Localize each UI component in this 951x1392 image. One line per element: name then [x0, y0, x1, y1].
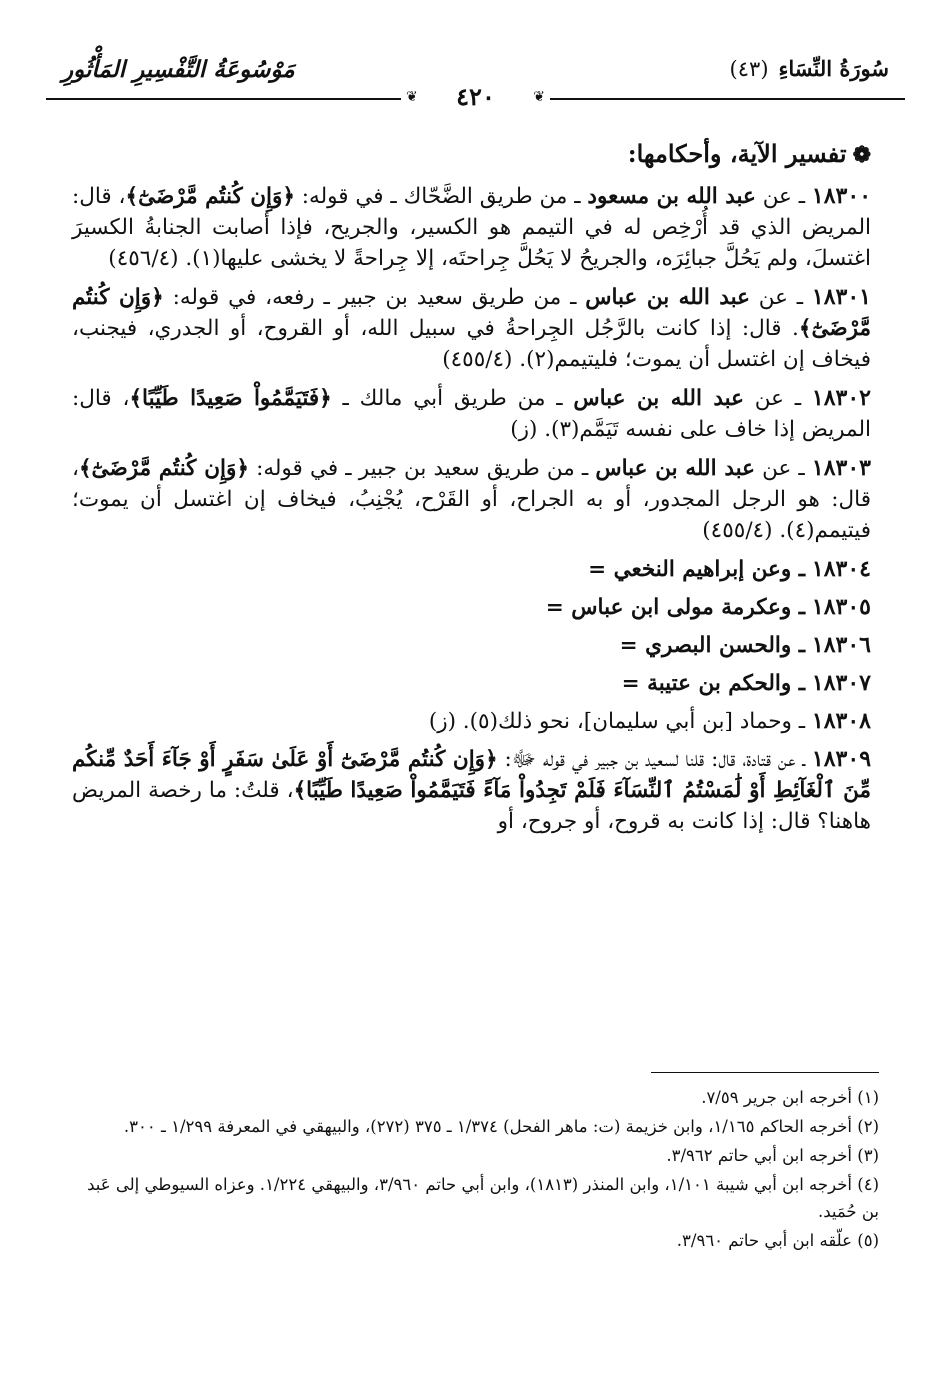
footnote: (١) أخرجه ابن جرير ٧/٥٩. — [701, 1088, 879, 1107]
narration-entry-short — [72, 668, 871, 699]
page-header — [46, 52, 905, 112]
entry-text: ـ وعكرمة مولى ابن عباس = — [545, 595, 806, 620]
entry-number: ١٨٣٠٣ — [811, 455, 871, 481]
entry-number: ١٨٣٠٦ — [811, 632, 871, 658]
ornament-icon: ❦ — [533, 89, 545, 105]
footnotes — [72, 1084, 879, 1256]
narration-entry-short — [72, 706, 871, 737]
quran-verse: ﴿وَإِن كُنتُم مَّرْضَىٰٓ أَوْ عَلَىٰ سَفَرٍ أَوْ جَآءَ أَحَدٌ مِّنكُم مِّنَ ٱلْغَآئِطِ أَوْ لَٰمَسْتُمُ ٱلنِّسَآءَ فَلَمْ تَجِدُواْ مَآءً فَتَيَمَّمُواْ صَعِيدًا طَيِّبًا﴾ — [72, 747, 871, 803]
entry-text: ـ من طريق الضَّحّاك ـ في قوله: — [294, 184, 588, 209]
ornament-icon: ❦ — [406, 89, 418, 105]
footnote: (٣) أخرجه ابن أبي حاتم ٣/٩٦٢. — [666, 1146, 879, 1165]
narrator-name: عبد الله بن عباس — [573, 386, 744, 411]
entry-number: ١٨٣٠٤ — [811, 556, 871, 582]
entry-text: ، قال: المريض الذي قد أُرْخِص له في التيمم هو الكسير، والجريح، فإذا أصابت الجنابةُ الكسيرَ اغتسلَ، ولم يَحُلَّ جبائِرَه، والجريحُ لا يَحُلَّ جِراحتَه، إلا جِراحةً لا يخشى عليها(١). (٤٥٦/٤) — [72, 184, 871, 271]
narrator-name: عبد الله بن مسعود — [587, 184, 756, 209]
entry-text: ـ وعن إبراهيم النخعي = — [588, 557, 806, 582]
entry-text: ـ والحكم بن عتيبة = — [621, 671, 806, 696]
narration-entry — [72, 282, 871, 375]
entry-text: ـ عن — [749, 285, 804, 310]
section-heading — [72, 138, 871, 171]
surah-label — [730, 56, 889, 81]
entry-text: ـ عن — [754, 456, 805, 481]
entry-text: ، قال: المريض إذا خاف على نفسه تَيَمَّم(٣). (ز) — [72, 386, 871, 442]
quran-verse: ﴿فَتَيَمَّمُواْ صَعِيدًا طَيِّبًا﴾ — [129, 386, 332, 411]
entry-text: ـ عن — [743, 386, 802, 411]
quran-verse: ﴿وَإِن كُنتُم مَّرْضَىٰٓ﴾ — [78, 456, 249, 481]
entry-text: ، قلتُ: ما رخصة المريض هاهنا؟ قال: إذا كانت به قروح، أو جروح، أو — [72, 778, 871, 834]
entry-text: ـ من طريق أبي مالك ـ — [331, 386, 574, 411]
book-title: مَوْسُوعَةُ التَّفْسِيرِ المَأْثُورِ — [62, 56, 295, 83]
entry-number: ١٨٣٠٠ — [811, 183, 872, 209]
entry-text: ، قال: هو الرجل المجدور، أو به الجراح، أو القَرْح، يُجْنِبُ، فيخاف إن اغتسل أن يموت؛ فيتيمم(٤). (٤٥٥/٤) — [72, 456, 871, 543]
narration-entry — [72, 453, 871, 546]
entry-number: ١٨٣٠٢ — [811, 385, 871, 411]
entry-text: ـ وحماد [بن أبي سليمان]، نحو ذلك(٥). (ز) — [428, 709, 806, 734]
footnote: (٤) أخرجه ابن أبي شيبة ١/١٠١، وابن المنذر (١٨١٣)، وابن أبي حاتم ٣/٩٦٠، والبيهقي ١/٢٢٤. وعزاه السيوطي إلى عَبد بن حُمَيد. — [87, 1175, 879, 1221]
page-body — [72, 138, 871, 845]
narrator-name: عبد الله بن عباس — [585, 285, 750, 310]
quran-verse: ﴿وَإِن كُنتُم مَّرْضَىٰٓ﴾ — [125, 184, 295, 209]
entry-text: ـ عن قتادة، قال: قلنا لسعيد بن جبير في قوله ﷻ: — [497, 747, 806, 772]
entry-text: ـ عن — [755, 184, 806, 209]
flower-icon: ❁ — [852, 142, 871, 168]
narration-entry — [72, 744, 871, 837]
narration-entry-short — [72, 554, 871, 585]
page-number: ٤٢٠ — [456, 82, 495, 111]
entry-text: ـ من طريق سعيد بن جبير ـ رفعه، في قوله: — [163, 285, 586, 310]
verse-number: (٤٣) — [729, 57, 769, 81]
entry-number: ١٨٣٠٧ — [811, 670, 871, 696]
narrator-name: عبد الله بن عباس — [595, 456, 755, 481]
entry-number: ١٨٣٠٥ — [811, 594, 871, 620]
quran-verse: ﴿وَإِن كُنتُم مَّرْضَىٰٓ﴾ — [72, 285, 871, 341]
narration-entry — [72, 383, 871, 445]
narration-entry — [72, 181, 871, 274]
footnote-separator — [651, 1072, 879, 1073]
surah-name: سُورَةُ النِّسَاءِ — [778, 56, 889, 81]
entry-text: . قال: إذا كانت بالرَّجُل الجِراحةُ في سبيل الله، أو القروح، أو الجدري، فيجنب، فيخاف إن اغتسل أن يموت؛ فليتيمم(٢). (٤٥٥/٤) — [72, 316, 871, 372]
entry-text: ـ والحسن البصري = — [619, 633, 806, 658]
footnote: (٢) أخرجه الحاكم ١/١٦٥، وابن خزيمة (ت: ماهر الفحل) ١/٣٧٤ ـ ٣٧٥ (٢٧٢)، والبيهقي في المعرفة ١/٢٩٩ ـ ٣٠٠. — [123, 1117, 879, 1136]
entry-number: ١٨٣٠٨ — [811, 708, 871, 734]
entry-number: ١٨٣٠٩ — [811, 746, 872, 772]
entry-number: ١٨٣٠١ — [811, 284, 871, 310]
entry-text: ـ من طريق سعيد بن جبير ـ في قوله: — [248, 456, 596, 481]
footnote: (٥) علّقه ابن أبي حاتم ٣/٩٦٠. — [676, 1231, 879, 1250]
narration-entry-short — [72, 630, 871, 661]
section-title: تفسير الآية، وأحكامها: — [627, 139, 847, 168]
narration-entry-short — [72, 592, 871, 623]
